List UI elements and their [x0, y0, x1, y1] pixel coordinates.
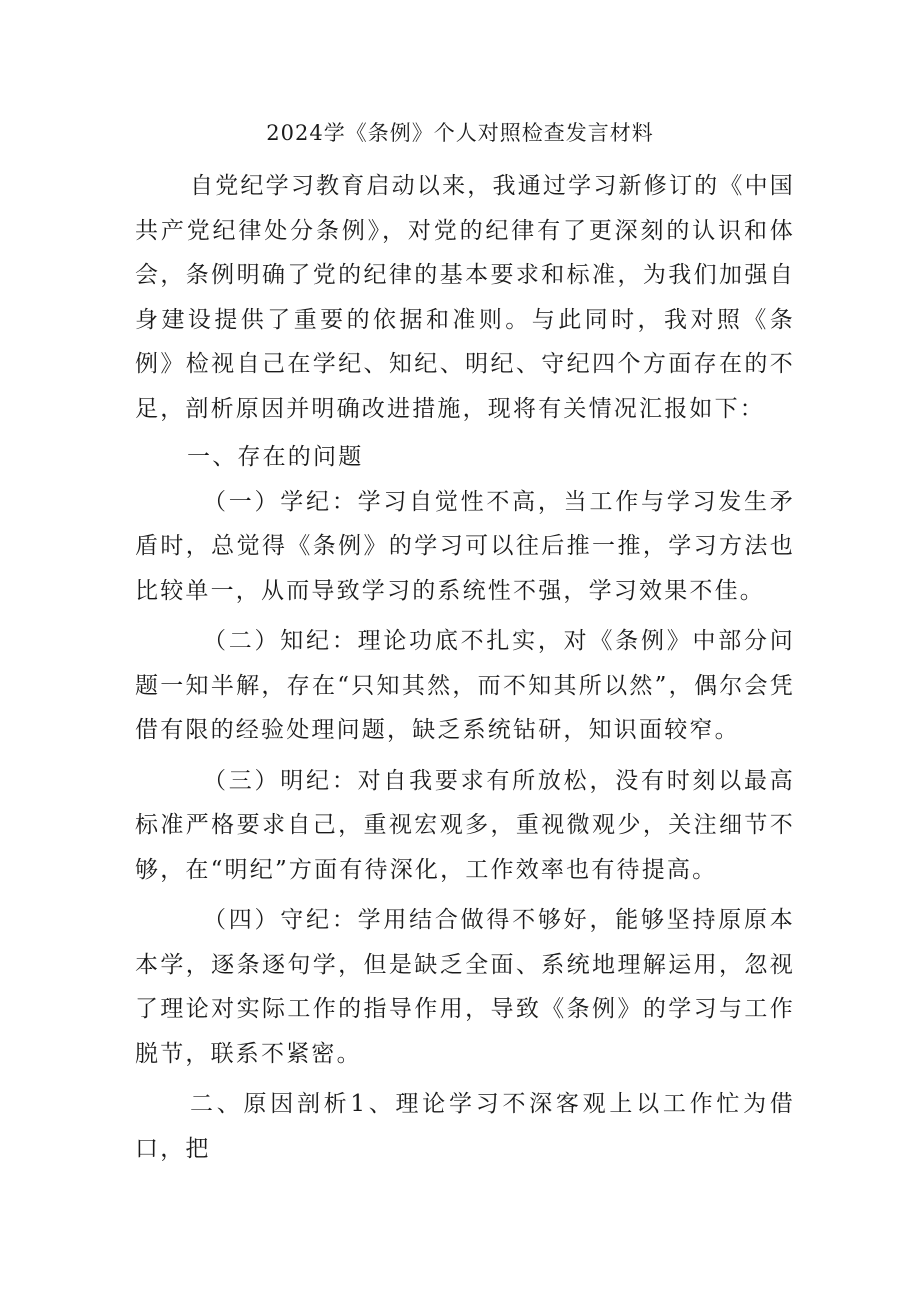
problem-item-understand: （三）明纪：对自我要求有所放松，没有时刻以最高标准严格要求自己，重视宏观多，重视微观少，关注细节不够，在“明纪”方面有待深化，工作效率也有待提高。: [135, 767, 795, 883]
section-cause-analysis: 二、原因剖析1、理论学习不深客观上以工作忙为借口，把: [135, 1091, 795, 1162]
intro-paragraph: 自党纪学习教育启动以来，我通过学习新修订的《中国共产党纪律处分条例》，对党的纪律有了更深刻的认识和体会，条例明确了党的纪律的基本要求和标准，为我们加强自身建设提供了重要的依据和准则。与此同时，我对照《条例》检视自己在学纪、知纪、明纪、守纪四个方面存在的不足，剖析原因并明确改进措施，现将有关情况汇报如下：: [135, 173, 795, 422]
document-title: 2024学《条例》个人对照检查发言材料: [266, 121, 654, 145]
problem-item-study: （一）学纪：学习自觉性不高，当工作与学习发生矛盾时，总觉得《条例》的学习可以往后推一推，学习方法也比较单一，从而导致学习的系统性不强，学习效果不佳。: [135, 488, 795, 604]
problem-item-know: （二）知纪：理论功底不扎实，对《条例》中部分问题一知半解，存在“只知其然，而不知其所以然”，偶尔会凭借有限的经验处理问题，缺乏系统钻研，知识面较窄。: [135, 628, 795, 743]
document-body: [135, 164, 795, 1171]
problem-item-observe: （四）守纪：学用结合做得不够好，能够坚持原原本本学，逐条逐句学，但是缺乏全面、系统地理解运用，忽视了理论对实际工作的指导作用，导致《条例》的学习与工作脱节，联系不紧密。: [135, 907, 795, 1067]
section-heading-problems: 一、存在的问题: [187, 444, 364, 470]
